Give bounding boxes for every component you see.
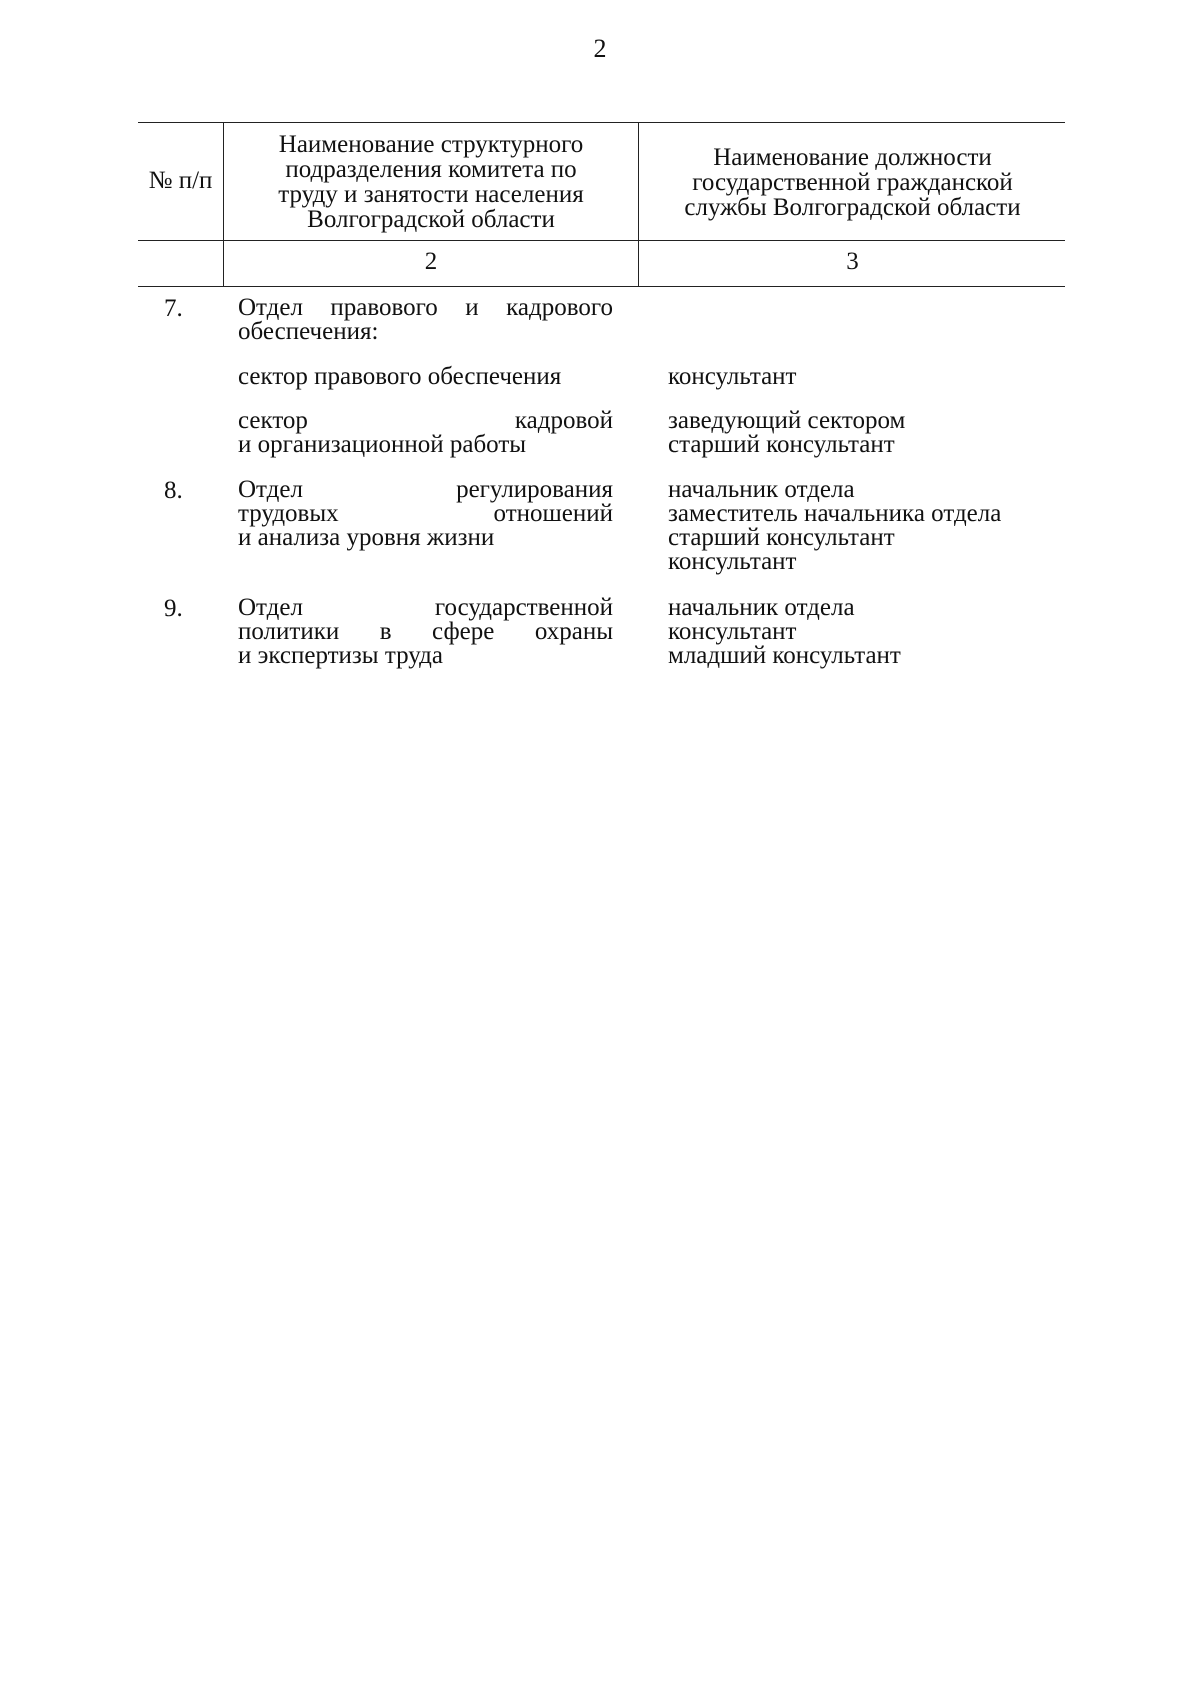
column-number-1: 1 <box>174 248 187 275</box>
sub-unit-name: сектор кадровой и организационной работы <box>238 407 613 458</box>
position-list: заведующий сектором старший консультант <box>668 407 906 458</box>
row-number: 9. <box>164 595 183 622</box>
table-top-rule <box>138 122 1065 123</box>
column-divider-2 <box>638 122 639 286</box>
unit-name: Отдел государственной политики в сфере охраны и экспертизы труда <box>238 594 613 669</box>
row-number: 8. <box>164 477 183 504</box>
header-position-name: Наименование должности государственной гражданской службы Волгоградской области <box>684 144 1021 221</box>
position-list: начальник отдела заместитель начальника отдела старший консультант консультант <box>668 476 1002 575</box>
sub-unit-name: сектор правового обеспечения <box>238 363 562 390</box>
page-number: 2 <box>593 34 607 63</box>
header-unit-name: Наименование структурного подразделения комитета по труду и занятости населения Волгоградской области <box>278 131 584 233</box>
column-divider-1 <box>223 122 224 286</box>
column-number-2: 2 <box>424 248 438 275</box>
position-list: консультант <box>668 363 797 390</box>
table-numbers-rule <box>138 286 1065 287</box>
row-number: 7. <box>164 295 183 322</box>
table-header-rule <box>138 240 1065 241</box>
column-number-3: 3 <box>846 248 859 275</box>
unit-name: Отдел регулирования трудовых отношений и анализа уровня жизни <box>238 476 613 551</box>
position-list: начальник отдела консультант младший консультант <box>668 594 901 669</box>
unit-name: Отдел правового и кадрового обеспечения: <box>238 294 613 345</box>
header-number: № п/п <box>148 167 213 194</box>
